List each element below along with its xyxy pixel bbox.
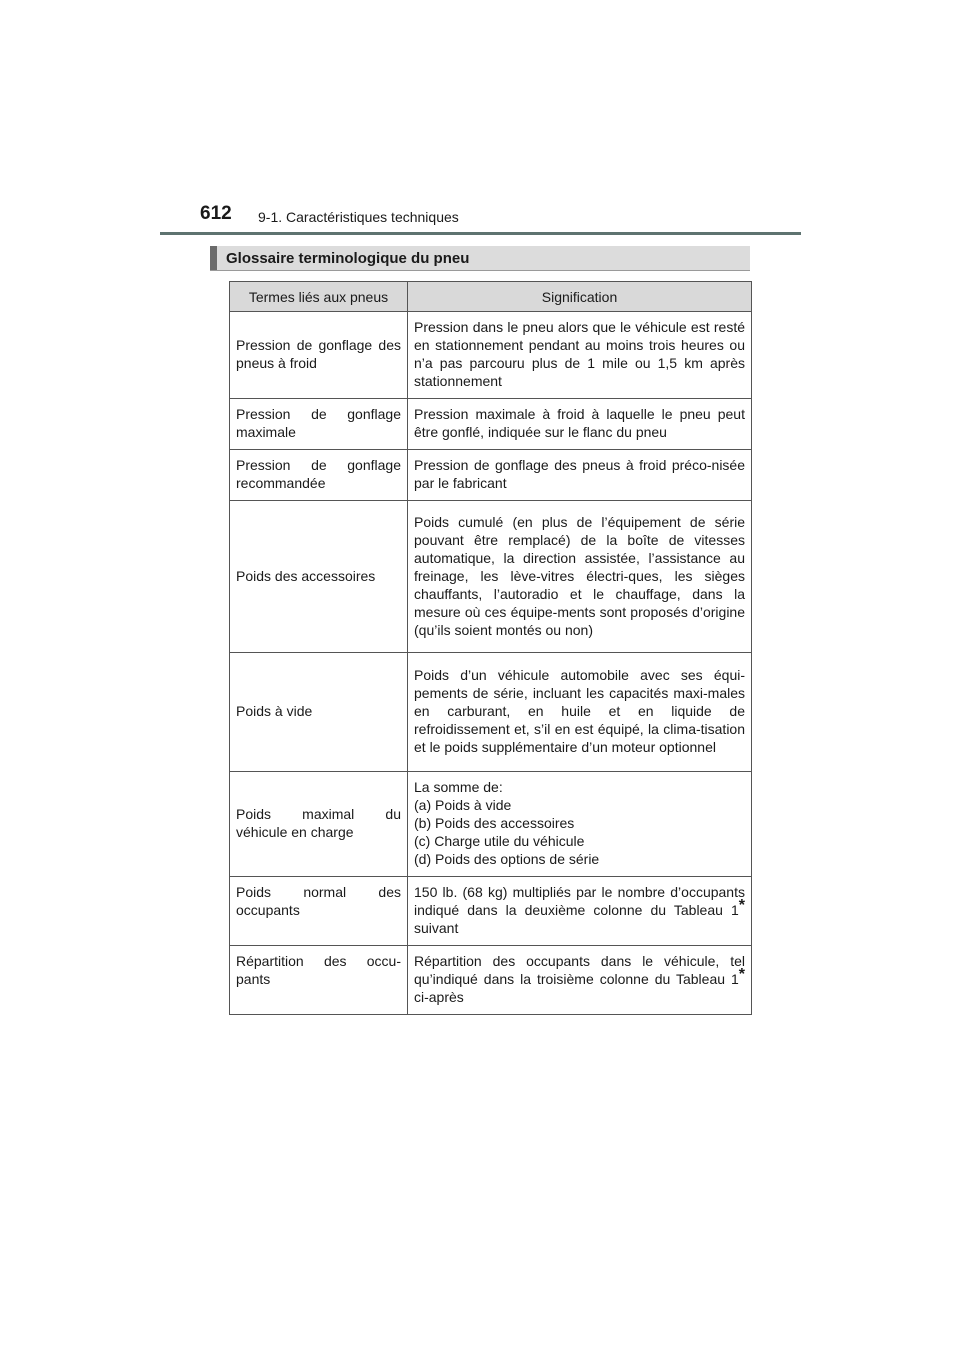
footnote-star: * <box>738 966 745 983</box>
list-item: (b) Poids des accessoires <box>414 815 575 831</box>
glossary-table <box>229 281 752 1015</box>
table-row <box>230 946 752 1015</box>
column-header-terms: Termes liés aux pneus <box>230 282 408 312</box>
meaning-text: Répartition des occupants dans le véhicule, tel qu’indiqué dans la troisième colonne du Tableau 1 <box>414 953 745 987</box>
term-cell: Pression de gonflage recommandée <box>230 450 408 501</box>
table-row <box>230 501 752 653</box>
column-header-meaning: Signification <box>408 282 752 312</box>
footnote-star: * <box>738 897 745 914</box>
table-row <box>230 399 752 450</box>
meaning-cell <box>408 877 752 946</box>
glossary-heading-text: Glossaire terminologique du pneu <box>226 250 470 267</box>
term-cell: Poids à vide <box>230 653 408 772</box>
table-row <box>230 450 752 501</box>
meaning-cell: Poids d’un véhicule automobile avec ses équi-pements de série, incluant les capacités maxi-males en carburant, en huile et en liquide de refroidissement et, s’il en est équipé, la clima-tisation et le poids supplémentaire d’un moteur optionnel <box>408 653 752 772</box>
meaning-cell <box>408 946 752 1015</box>
table-header-row <box>230 282 752 312</box>
meaning-cell: Pression dans le pneu alors que le véhicule est resté en stationnement pendant au moins trois heures ou n’a pas parcouru plus de 1 mile ou 1,5 km après stationnement <box>408 312 752 399</box>
meaning-text-suffix: suivant <box>414 920 459 936</box>
glossary-heading <box>210 246 750 271</box>
list-item: (a) Poids à vide <box>414 797 512 813</box>
meaning-cell: Pression maximale à froid à laquelle le pneu peut être gonflé, indiquée sur le flanc du pneu <box>408 399 752 450</box>
meaning-text: 150 lb. (68 kg) multipliés par le nombre d’occupants indiqué dans la deuxième colonne du Tableau 1 <box>414 884 745 918</box>
term-cell: Pression de gonflage maximale <box>230 399 408 450</box>
term-cell: Poids des accessoires <box>230 501 408 653</box>
table-row <box>230 772 752 877</box>
table-row <box>230 877 752 946</box>
meaning-cell <box>408 772 752 877</box>
list-item: (c) Charge utile du véhicule <box>414 833 585 849</box>
list-item: (d) Poids des options de série <box>414 851 600 867</box>
term-cell: Pression de gonflage des pneus à froid <box>230 312 408 399</box>
term-cell: Répartition des occu-pants <box>230 946 408 1015</box>
table-row <box>230 653 752 772</box>
page-number: 612 <box>200 203 232 224</box>
term-cell: Poids maximal du véhicule en charge <box>230 772 408 877</box>
meaning-text-suffix: ci-après <box>414 989 464 1005</box>
meaning-cell: Pression de gonflage des pneus à froid préco-nisée par le fabricant <box>408 450 752 501</box>
table-row <box>230 312 752 399</box>
section-title: 9-1. Caractéristiques techniques <box>258 209 459 225</box>
term-cell: Poids normal des occupants <box>230 877 408 946</box>
meaning-cell: Poids cumulé (en plus de l’équipement de série pouvant être remplacé) de la boîte de vitesses automatique, la direction assistée, l’assistance au freinage, les lève-vitres électri-ques, les sièges chauffants, l’autoradio et le chauffage, dans la mesure où ces équipe-ments sont proposés d’origine (qu’ils soient montés ou non) <box>408 501 752 653</box>
header-rule <box>160 232 801 235</box>
meaning-intro: La somme de: <box>414 779 503 795</box>
heading-accent-bar <box>210 246 217 270</box>
